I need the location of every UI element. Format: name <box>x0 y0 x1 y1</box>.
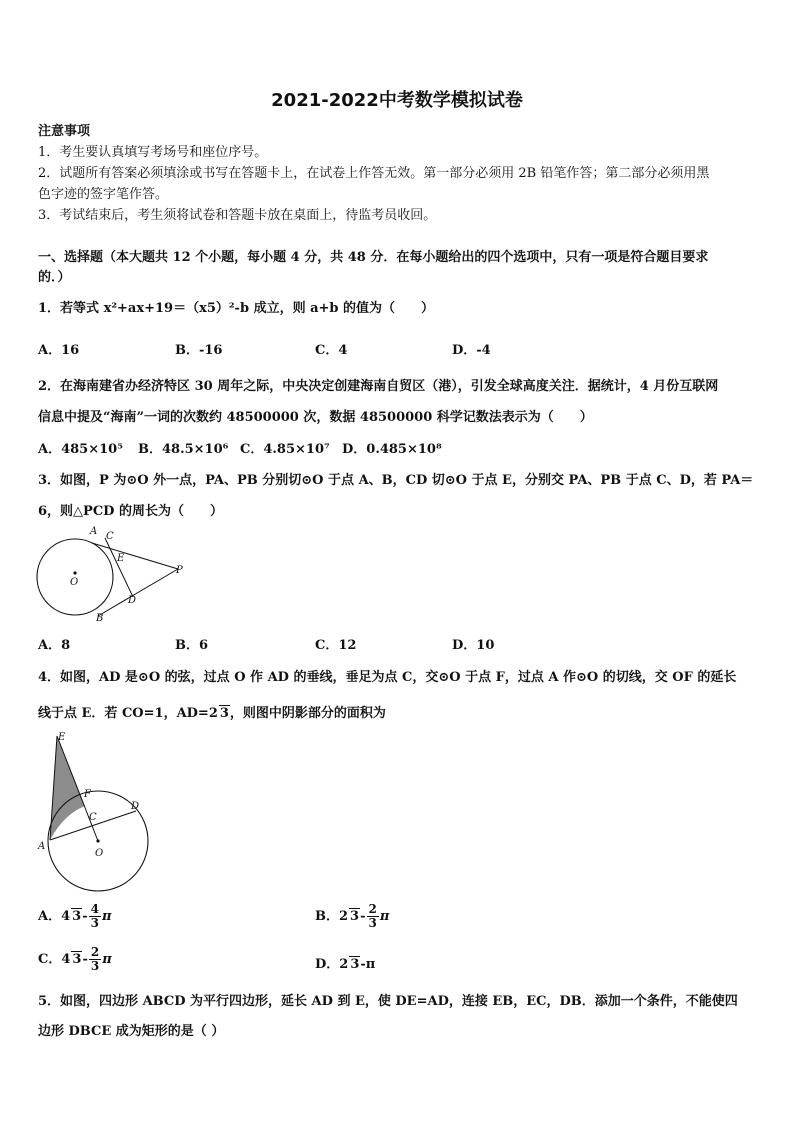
notice-item: 3．考试结束后，考生须将试卷和答题卡放在桌面上，待监考员收回。 <box>38 208 437 223</box>
q4-label-f: F <box>84 789 91 800</box>
q2-option-b: B．48.5×10⁶ <box>138 442 229 457</box>
notice-heading: 注意事项 <box>38 124 91 139</box>
q2-option-a: A．485×10⁵ <box>38 442 123 457</box>
section-heading: 一、选择题（本大题共 12 个小题，每小题 4 分，共 48 分．在每小题给出的四个选项中，只有一项是符合题目要求 <box>38 250 709 265</box>
q3-label-e: E <box>117 553 125 564</box>
q3-label-c: C <box>106 531 114 542</box>
q3-label-o: O <box>70 577 79 588</box>
q3-stem-cont: 6，则△PCD 的周长为（ ） <box>38 504 223 519</box>
q1-option-a: A．16 <box>38 343 80 358</box>
q4-stem-text: 线于点 E．若 CO=1，AD=2 <box>38 706 218 721</box>
q2-stem-cont: 信息中提及“海南”一词的次数约 48500000 次，数据 48500000 科学记数法表示为（ ） <box>38 410 593 425</box>
q3-option-c: C．12 <box>315 638 357 653</box>
q2-stem: 2．在海南建省办经济特区 30 周年之际，中央决定创建海南自贸区（港），引发全球高度关注．据统计，4 月份互联网 <box>38 379 719 394</box>
q1-option-b: B．-16 <box>175 343 223 358</box>
q3-stem: 3．如图，P 为⊙O 外一点，PA、PB 分别切⊙O 于点 A、B，CD 切⊙O 于点 E，分别交 PA、PB 于点 C、D，若 PA＝ <box>38 473 754 488</box>
q4-option-a: A．4 3- $\frac{4}{3}$ π <box>38 902 112 930</box>
q4-stem-text-end: ，则图中阴影部分的面积为 <box>229 706 386 721</box>
q4-stem: 4．如图，AD 是⊙O 的弦，过点 O 作 AD 的垂线，垂足为点 C，交⊙O 于点 F，过点 A 作⊙O 的切线，交 OF 的延长 <box>38 670 737 685</box>
q4-label-e: E <box>58 732 66 743</box>
q5-stem-cont: 边形 DBCE 成为矩形的是（ ） <box>38 1024 225 1039</box>
q4-figure <box>34 728 164 900</box>
q5-stem: 5．如图，四边形 ABCD 为平行四边形，延长 AD 到 E，使 DE=AD，连接 EB，EC，DB．添加一个条件，不能使四 <box>38 994 738 1009</box>
q3-label-p: P <box>176 565 183 576</box>
q3-label-d: D <box>128 595 137 606</box>
q3-option-a: A．8 <box>38 638 71 653</box>
q3-label-a: A <box>90 526 98 537</box>
q3-option-d: D．10 <box>452 638 495 653</box>
q1-option-c: C．4 <box>315 343 348 358</box>
q4-label-a: A <box>38 841 46 852</box>
q4-option-c: C．4 3- $\frac{2}{3}$ π <box>38 945 112 973</box>
q4-label-c: C <box>89 812 97 823</box>
q4-label-d: D <box>131 801 140 812</box>
section-heading-cont: 的．） <box>38 270 71 285</box>
q3-option-b: B．6 <box>175 638 209 653</box>
q3-figure <box>34 524 190 626</box>
notice-item: 1．考生要认真填写考场号和座位序号。 <box>38 145 268 160</box>
q1-option-d: D．-4 <box>452 343 491 358</box>
q4-label-o: O <box>95 848 104 859</box>
notice-item: 2．试题所有答案必须填涂或书写在答题卡上，在试卷上作答无效。第一部分必须用 2B 铅笔作答；第二部分必须用黑 <box>38 166 710 181</box>
q3-label-b: B <box>96 613 104 624</box>
q4-stem-cont <box>38 702 386 721</box>
q1-stem: 1．若等式 x²+ax+19＝（x5）²-b 成立，则 a+b 的值为（ ） <box>38 301 435 316</box>
page-title: 2021-2022中考数学模拟试卷 <box>271 90 523 111</box>
q4-stem-sqrt: 3 <box>219 706 229 721</box>
q2-option-d: D．0.485×10⁸ <box>342 442 442 457</box>
notice-item: 色字迹的签字笔作答。 <box>38 187 169 202</box>
q4-option-b: B．2 3- $\frac{2}{3}$ π <box>315 902 390 930</box>
q2-option-c: C．4.85×10⁷ <box>240 442 330 457</box>
q4-option-d: D．2 3-π <box>315 957 376 972</box>
